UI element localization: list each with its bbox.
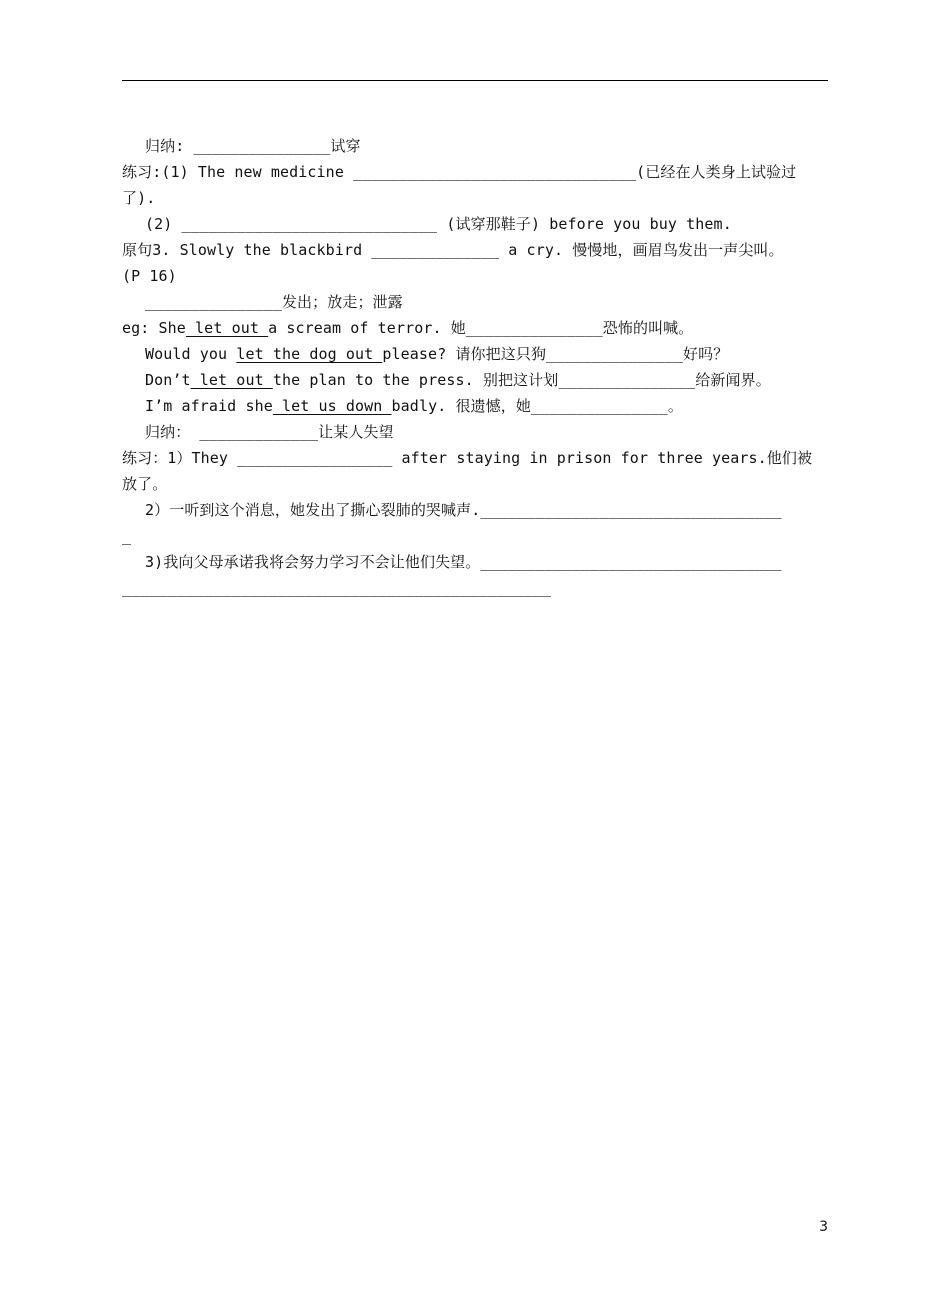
text-segment: 放了。 bbox=[122, 475, 168, 493]
text-segment: 归纳： _____________让某人失望 bbox=[145, 423, 394, 441]
text-segment: _______________________________________________ bbox=[122, 579, 552, 597]
text-segment: (2) ____________________________ (试穿那鞋子) before you buy them. bbox=[145, 215, 732, 233]
text-line bbox=[122, 419, 828, 445]
text-segment: 3)我向父母承诺我将会努力学习不会让他们失望。_________________________________ bbox=[145, 553, 782, 571]
text-segment: badly. 很遗憾，她_______________。 bbox=[391, 397, 684, 415]
text-line bbox=[122, 523, 828, 549]
text-line bbox=[122, 341, 828, 367]
text-line bbox=[122, 289, 828, 315]
text-line bbox=[122, 471, 828, 497]
text-segment: I’m afraid she bbox=[145, 397, 273, 415]
text-line bbox=[122, 367, 828, 393]
text-segment: (P 16) bbox=[122, 267, 177, 285]
text-line bbox=[122, 393, 828, 419]
text-segment: a scream of terror. 她_______________恐怖的叫喊。 bbox=[268, 319, 694, 337]
underlined-phrase: let out bbox=[190, 371, 273, 389]
text-line bbox=[122, 497, 828, 523]
header-rule bbox=[122, 80, 828, 81]
text-line bbox=[122, 263, 828, 289]
document-body bbox=[122, 133, 828, 601]
text-segment: Don’t bbox=[145, 371, 191, 389]
text-segment: please? 请你把这只狗_______________好吗？ bbox=[382, 345, 729, 363]
text-line bbox=[122, 211, 828, 237]
text-segment: Would you bbox=[145, 345, 237, 363]
text-line bbox=[122, 185, 828, 211]
text-segment: 归纳: _______________试穿 bbox=[145, 137, 361, 155]
text-segment: 练习：1）They _________________ after staying in prison for three years.他们被 bbox=[122, 449, 813, 467]
text-segment: 练习:(1) The new medicine _______________________________(已经在人类身上试验过 bbox=[122, 163, 797, 181]
text-line bbox=[122, 575, 828, 601]
text-segment: 2）一听到这个消息，她发出了撕心裂肺的哭喊声._________________________________ bbox=[145, 501, 782, 519]
page-number: 3 bbox=[819, 1219, 828, 1235]
text-segment: _ bbox=[122, 527, 132, 545]
text-line bbox=[122, 315, 828, 341]
text-segment: eg: She bbox=[122, 319, 186, 337]
text-segment: _______________发出；放走；泄露 bbox=[145, 293, 403, 311]
text-line bbox=[122, 445, 828, 471]
text-line bbox=[122, 133, 828, 159]
text-segment: 了). bbox=[122, 189, 156, 207]
text-line bbox=[122, 237, 828, 263]
underlined-phrase: let us down bbox=[272, 397, 392, 415]
underlined-phrase: let the dog out bbox=[236, 345, 383, 363]
underlined-phrase: let out bbox=[185, 319, 269, 337]
text-line bbox=[122, 549, 828, 575]
text-line bbox=[122, 159, 828, 185]
text-segment: the plan to the press. 别把这计划_______________给新闻界。 bbox=[272, 371, 771, 389]
text-segment: 原句3. Slowly the blackbird ______________ a cry. 慢慢地，画眉鸟发出一声尖叫。 bbox=[122, 241, 784, 259]
